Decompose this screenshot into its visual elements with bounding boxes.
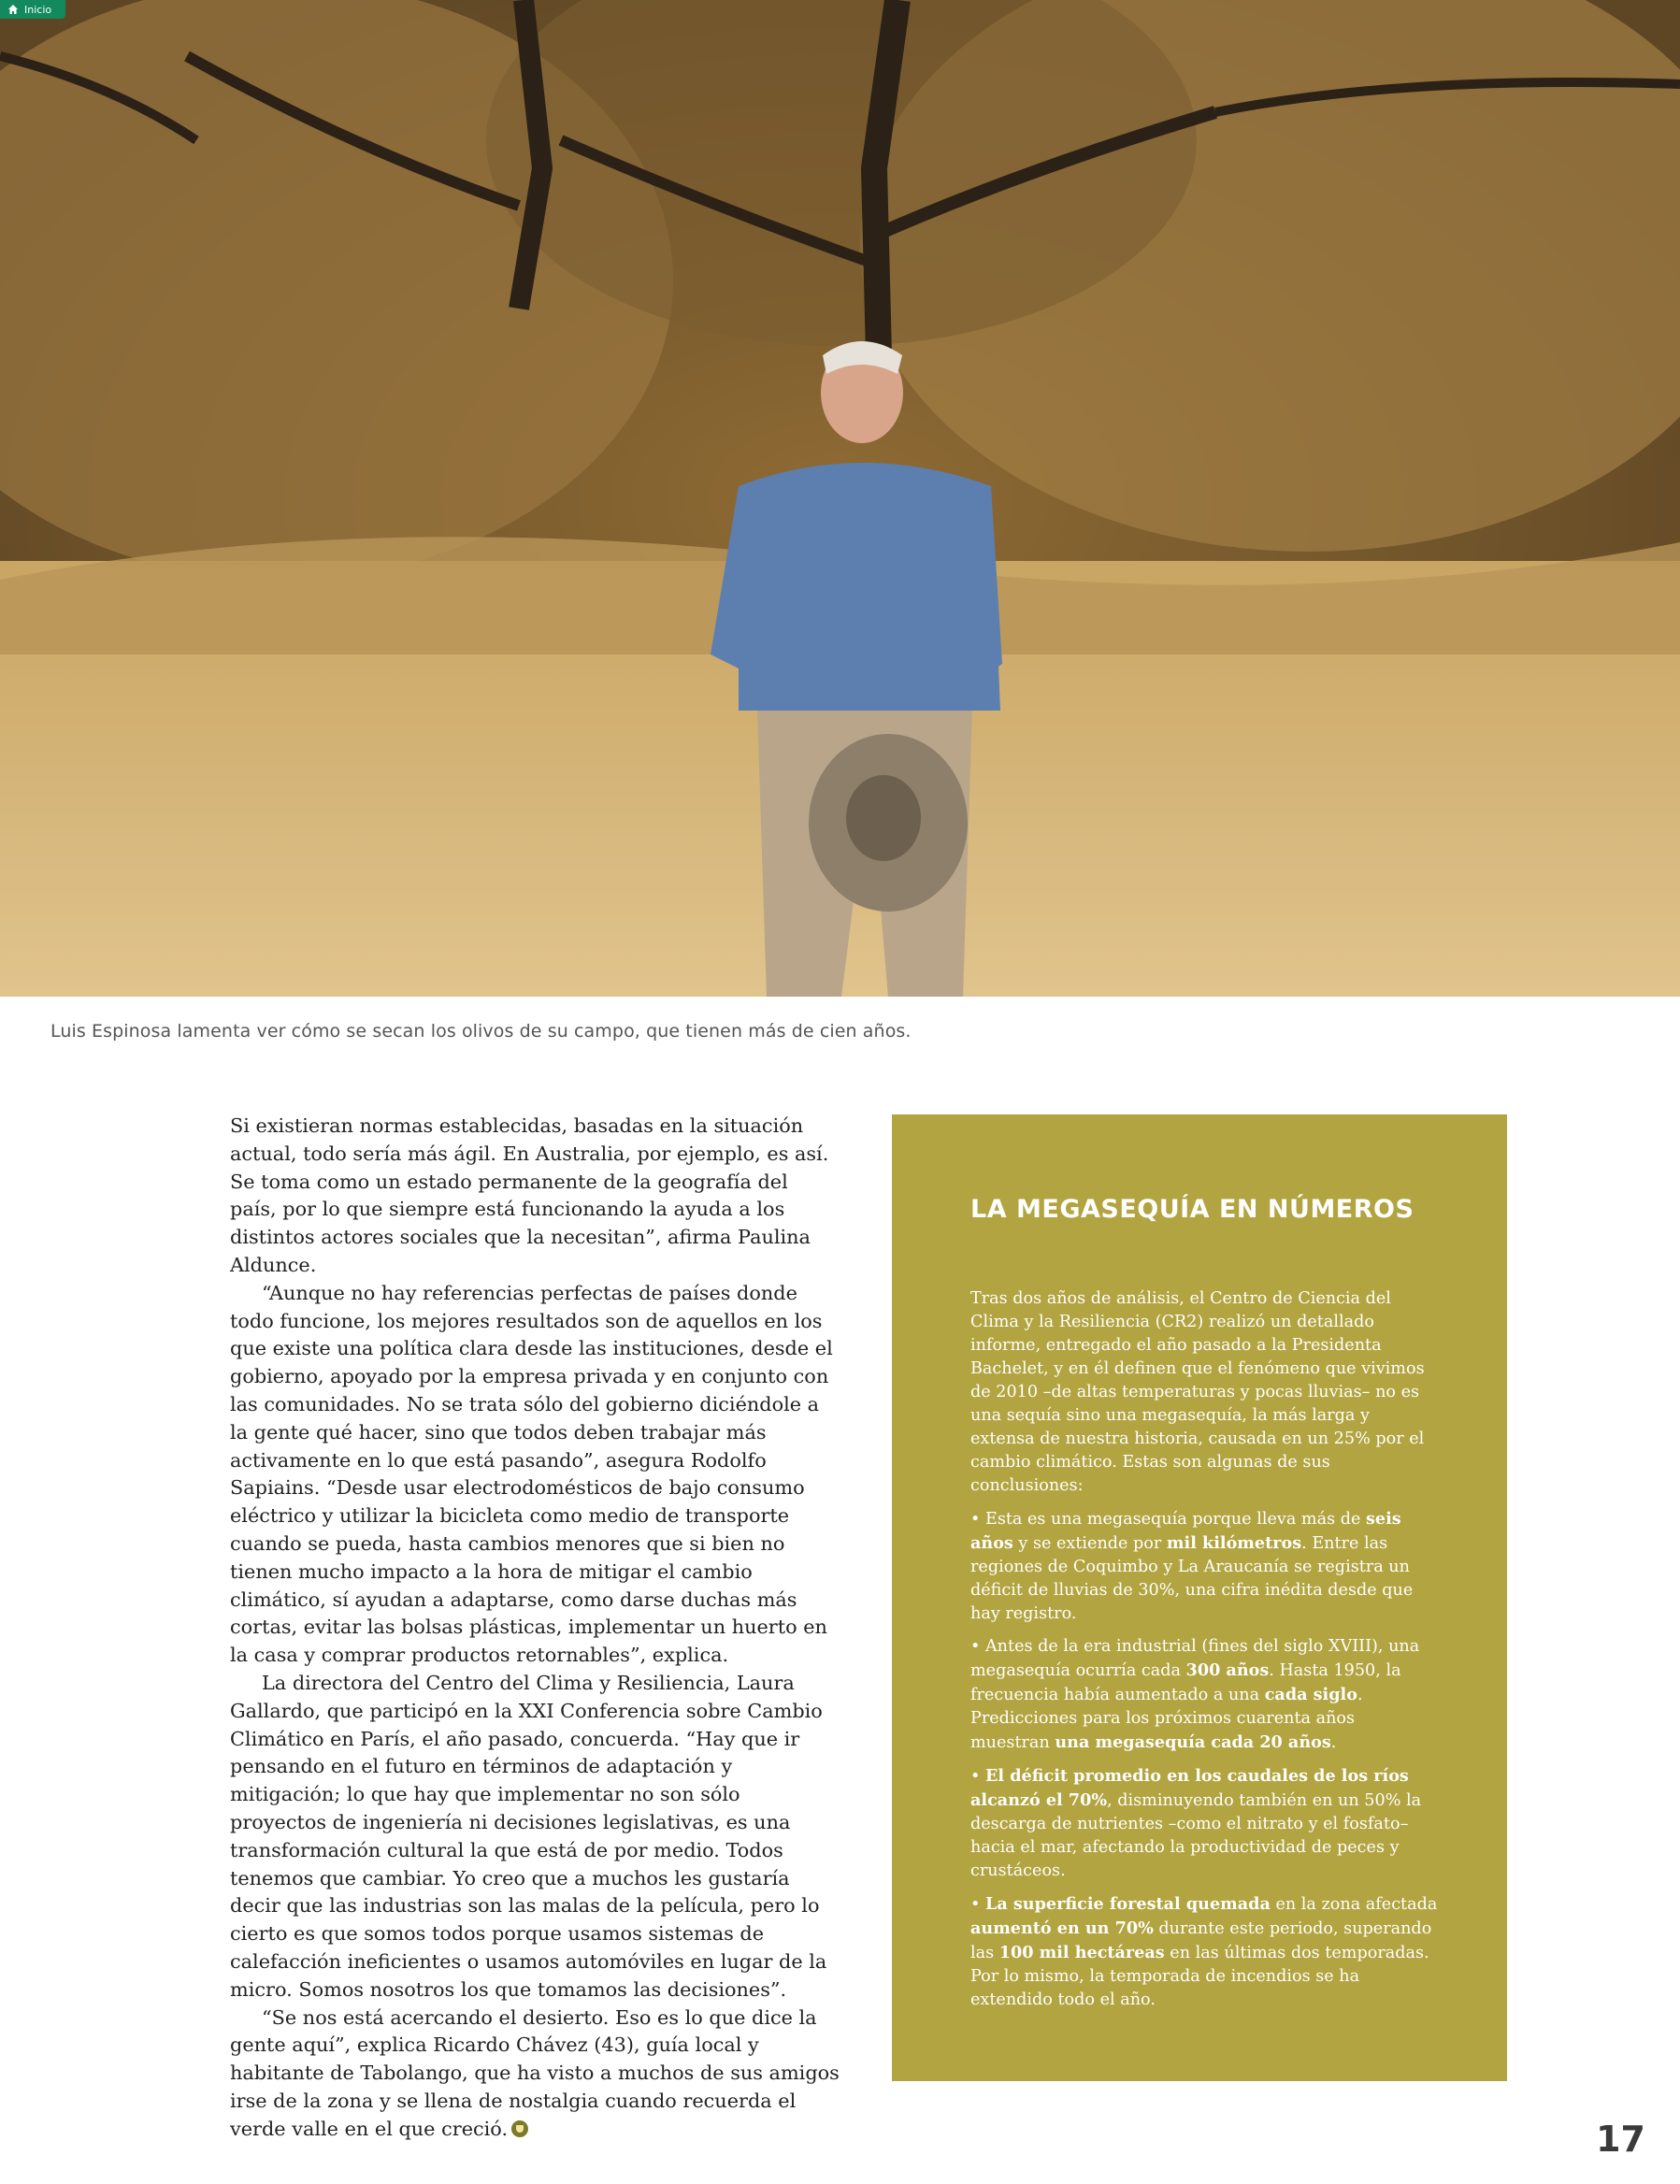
article-paragraph: Si existieran normas establecidas, basadas en la situación actual, todo sería más ágil. En Australia, por ejemplo, es así. Se toma como un estado permanente de la geografía del país, por lo que siempre está funcionando la ayuda a los distintos actores sociales que la necesitan”, afirma Paulina Aldunce.	[230, 1114, 829, 1276]
bullet-bold: aumentó en un 70%	[970, 1918, 1154, 1938]
end-mark-icon	[511, 2120, 528, 2137]
page-number: 17	[1596, 2119, 1645, 2160]
bullet-text: en la zona afectada	[1270, 1895, 1438, 1914]
bullet-bold: una megasequía cada 20 años	[1055, 1732, 1331, 1752]
bullet-text: •	[970, 1895, 985, 1914]
bullet-bold: La superficie forestal quemada	[984, 1894, 1271, 1914]
bullet-bold: 100 mil hectáreas	[998, 1943, 1165, 1962]
home-icon	[7, 4, 19, 15]
bullet-text: • Esta es una megasequía porque lleva más de	[970, 1510, 1366, 1529]
home-label: Inicio	[24, 3, 52, 16]
sidebar-bullet	[970, 1764, 1438, 1883]
sidebar-bullet	[970, 1635, 1438, 1755]
article-paragraph-last	[230, 2004, 840, 2144]
photo-caption: Luis Espinosa lamenta ver cómo se secan los olivos de su campo, que tienen más de cien años.	[50, 1021, 912, 1042]
bullet-text: durante este periodo, superando las	[970, 1919, 1432, 1962]
sidebar-bullet	[970, 1892, 1438, 2012]
sidebar-title: LA MEGASEQUÍA EN NÚMEROS	[970, 1195, 1414, 1224]
bullet-text: .	[1330, 1733, 1337, 1752]
bullet-text: •	[970, 1767, 985, 1786]
article-paragraph: “Aunque no hay referencias perfectas de países donde todo funcione, los mejores resultados son de aquellos en los que existe una política clara desde las instituciones, desde el gobierno, apoyado por la empresa privada y en conjunto con las comunidades. No se trata sólo del gobierno diciéndole a la gente qué hacer, sino que todos deben trabajar más activamente en lo que está pasando”, asegura Rodolfo Sapiains. “Desde usar electrodomésticos de bajo consumo eléctrico y utilizar la bicicleta como medio de transporte cuando se pueda, hasta cambios menores que si bien no tienen mucho impacto a la hora de mitigar el cambio climático, sí ayudan a adaptarse, como darse duchas más cortas, evitar las bolsas plásticas, implementar un huerto en la casa y comprar productos retornables”, explica.	[230, 1281, 833, 1667]
bullet-text: y se extiende por	[1012, 1534, 1167, 1553]
bullet-text: • Antes de la era industrial (fines del siglo XVIII), una megasequía ocurría cada	[970, 1637, 1420, 1680]
bullet-text: en las últimas dos temporadas. Por lo mismo, la temporada de incendios se ha extendido todo el año.	[970, 1944, 1429, 2009]
photo-illustration	[0, 0, 1680, 997]
article-paragraph-text: “Se nos está acercando el desierto. Eso es lo que dice la gente aquí”, explica Ricardo Chávez (43), guía local y habitante de Tabolango, que ha visto a muchos de sus amigos irse de la zona y se llena de nostalgia cuando recuerda el verde valle en el que creció.	[230, 2005, 840, 2140]
sidebar-box	[892, 1114, 1507, 2081]
sidebar-bullet	[970, 1507, 1438, 1626]
bullet-bold: El déficit promedio en los caudales de los ríos alcanzó el 70%	[970, 1766, 1409, 1810]
sidebar-intro: Tras dos años de análisis, el Centro de Ciencia del Clima y la Resiliencia (CR2) realizó un detallado informe, entregado el año pasado a la Presidenta Bachelet, y en él definen que el fenómeno que vivimos de 2010 –de altas temperaturas y pocas lluvias– no es una sequía sino una megasequía, la más larga y extensa de nuestra historia, causada en un 25% por el cambio climático. Estas son algunas de sus conclusiones:	[970, 1289, 1425, 1495]
bullet-text: . Entre las regiones de Coquimbo y La Araucanía se registra un déficit de lluvias de 30%, una cifra inédita desde que hay registro.	[970, 1534, 1414, 1623]
bullet-bold: cada siglo	[1264, 1685, 1357, 1704]
article-body	[230, 1113, 840, 2143]
bullet-bold: 300 años	[1185, 1660, 1270, 1680]
sidebar-body	[970, 1287, 1438, 2021]
bullet-text: , disminuyendo también en un 50% la descarga de nutrientes –como el nitrato y el fosfato– hacia el mar, afectando la productividad de peces y crustáceos.	[970, 1791, 1422, 1880]
bullet-text: . Hasta 1950, la frecuencia había aumentado a una	[970, 1661, 1401, 1704]
bullet-bold: seis años	[970, 1509, 1401, 1553]
bullet-bold: mil kilómetros	[1166, 1533, 1302, 1553]
bullet-text: . Predicciones para los próximos cuarenta años muestran	[970, 1686, 1363, 1752]
article-paragraph: La directora del Centro del Clima y Resiliencia, Laura Gallardo, que participó en la XXI Conferencia sobre Cambio Climático en París, el año pasado, concuerda. “Hay que ir pensando en el futuro en términos de adaptación y mitigación; lo que hay que implementar no son sólo proyectos de ingeniería ni decisiones legislativas, es una transformación cultural la que está de por medio. Todos tenemos que cambiar. Yo creo que a muchos les gustaría decir que las industrias son las malas de la película, pero lo cierto es que somos todos porque usamos sistemas de calefacción ineficientes o usamos automóviles en lugar de la micro. Somos nosotros los que tomamos las decisiones”.	[230, 1671, 827, 2001]
home-button[interactable]	[0, 0, 65, 19]
hero-photo	[0, 0, 1680, 997]
